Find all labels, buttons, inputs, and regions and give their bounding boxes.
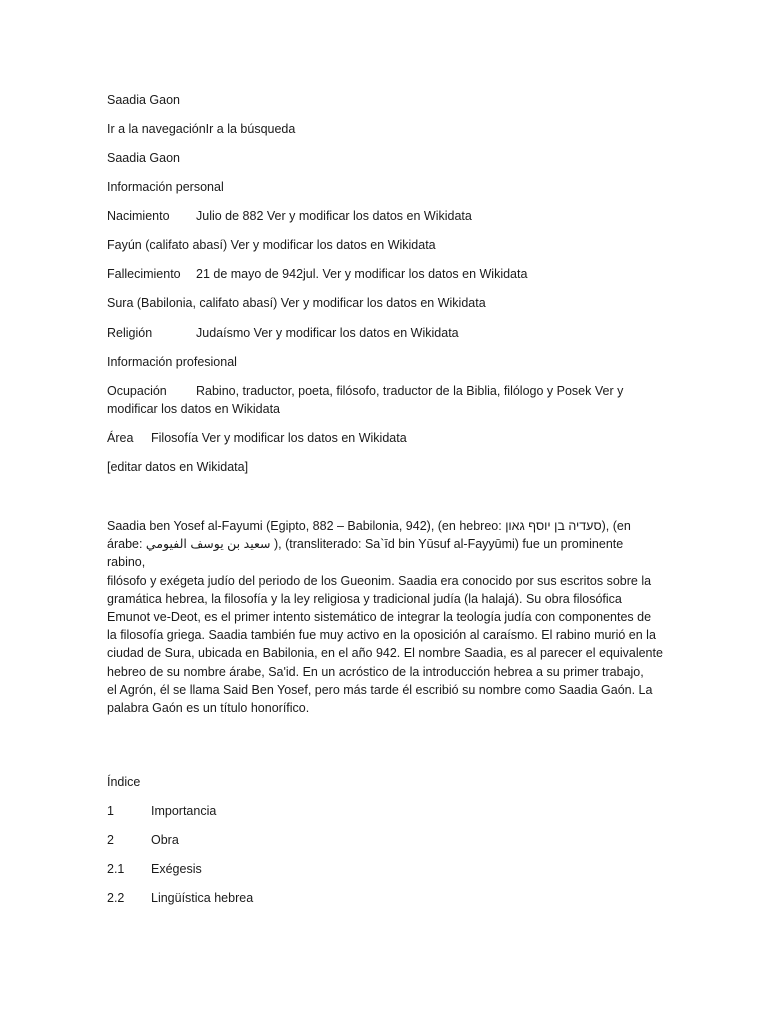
index-item-number: 1	[107, 804, 114, 818]
index-item-label: Importancia	[151, 804, 217, 818]
row-ocupacion	[107, 383, 624, 400]
page-title: Saadia Gaon	[107, 93, 180, 107]
birthplace-row: Fayún (califato abasí) Ver y modificar los datos en Wikidata	[107, 238, 436, 252]
infobox-title: Saadia Gaon	[107, 151, 180, 165]
section-professional-info: Información profesional	[107, 355, 237, 369]
body-line: filósofo y exégeta judío del periodo de los Gueonim. Saadia era conocido por sus escritos sobre la	[107, 573, 652, 588]
index-item-number: 2.2	[107, 891, 125, 905]
intro-paragraph	[107, 517, 663, 717]
ocupacion-value-cont: modificar los datos en Wikidata	[107, 402, 280, 416]
row-nacimiento	[107, 208, 472, 225]
index-item-label: Exégesis	[151, 862, 202, 876]
body-line: la filosofía griega. Saadia también fue muy activo en la oposición al caraísmo. El rabino murió en la	[107, 628, 656, 643]
body-line: el Agrón, él se llama Said Ben Yosef, pero más tarde él escribió su nombre como Saadia Gaón. La	[107, 682, 653, 697]
area-label: Área	[107, 431, 134, 445]
ocupacion-label: Ocupación	[107, 384, 167, 398]
religion-value: Judaísmo Ver y modificar los datos en Wikidata	[196, 326, 459, 340]
body-line: palabra Gaón es un título honorífico.	[107, 701, 310, 716]
index-item-number: 2	[107, 833, 114, 847]
body-line: hebreo de su nombre árabe, Sa'id. En un acróstico de la introducción hebrea a su primer trabajo,	[107, 664, 644, 679]
row-religion	[107, 325, 459, 342]
index-item-number: 2.1	[107, 862, 125, 876]
body-line: Emunot ve-Deot, es el primer intento sistemático de integrar la teología judía con componentes de	[107, 610, 652, 625]
religion-label: Religión	[107, 326, 153, 340]
index-item-label: Lingüística hebrea	[151, 891, 254, 905]
fallecimiento-value: 21 de mayo de 942jul. Ver y modificar los datos en Wikidata	[196, 267, 528, 281]
section-personal-info: Información personal	[107, 180, 224, 194]
index-item[interactable]	[107, 832, 179, 849]
nacimiento-value: Julio de 882 Ver y modificar los datos en Wikidata	[196, 209, 472, 223]
fallecimiento-label: Fallecimiento	[107, 267, 181, 281]
index-item[interactable]	[107, 803, 217, 820]
row-area	[107, 430, 407, 447]
ocupacion-value: Rabino, traductor, poeta, filósofo, traductor de la Biblia, filólogo y Posek Ver y	[196, 384, 624, 398]
body-line: árabe: سعيد بن يوسف الفيومي ), (transliterado: Sa`īd bin Yūsuf al-Fayyūmi) fue un prominente rabino,	[107, 537, 624, 570]
index-item[interactable]	[107, 861, 202, 878]
deathplace-row: Sura (Babilonia, califato abasí) Ver y modificar los datos en Wikidata	[107, 296, 486, 310]
index-item-label: Obra	[151, 833, 179, 847]
area-value: Filosofía Ver y modificar los datos en Wikidata	[151, 431, 407, 445]
body-line: Saadia ben Yosef al-Fayumi (Egipto, 882 – Babilonia, 942), (en hebreo: סעדיה בן יוסף גאון), (en	[107, 519, 631, 533]
nav-links[interactable]: Ir a la navegaciónIr a la búsqueda	[107, 122, 296, 136]
body-line: ciudad de Sura, ubicada en Babilonia, en el año 942. El nombre Saadia, es al parecer el equivalente	[107, 646, 663, 661]
index-title: Índice	[107, 775, 141, 789]
nacimiento-label: Nacimiento	[107, 209, 170, 223]
index-item[interactable]	[107, 890, 254, 907]
body-line: gramática hebrea, la filosofía y la ley religiosa y tradicional judía (la halajá). Su obra filosófica	[107, 591, 622, 606]
edit-wikidata-link[interactable]: [editar datos en Wikidata]	[107, 460, 249, 474]
row-fallecimiento	[107, 266, 528, 283]
